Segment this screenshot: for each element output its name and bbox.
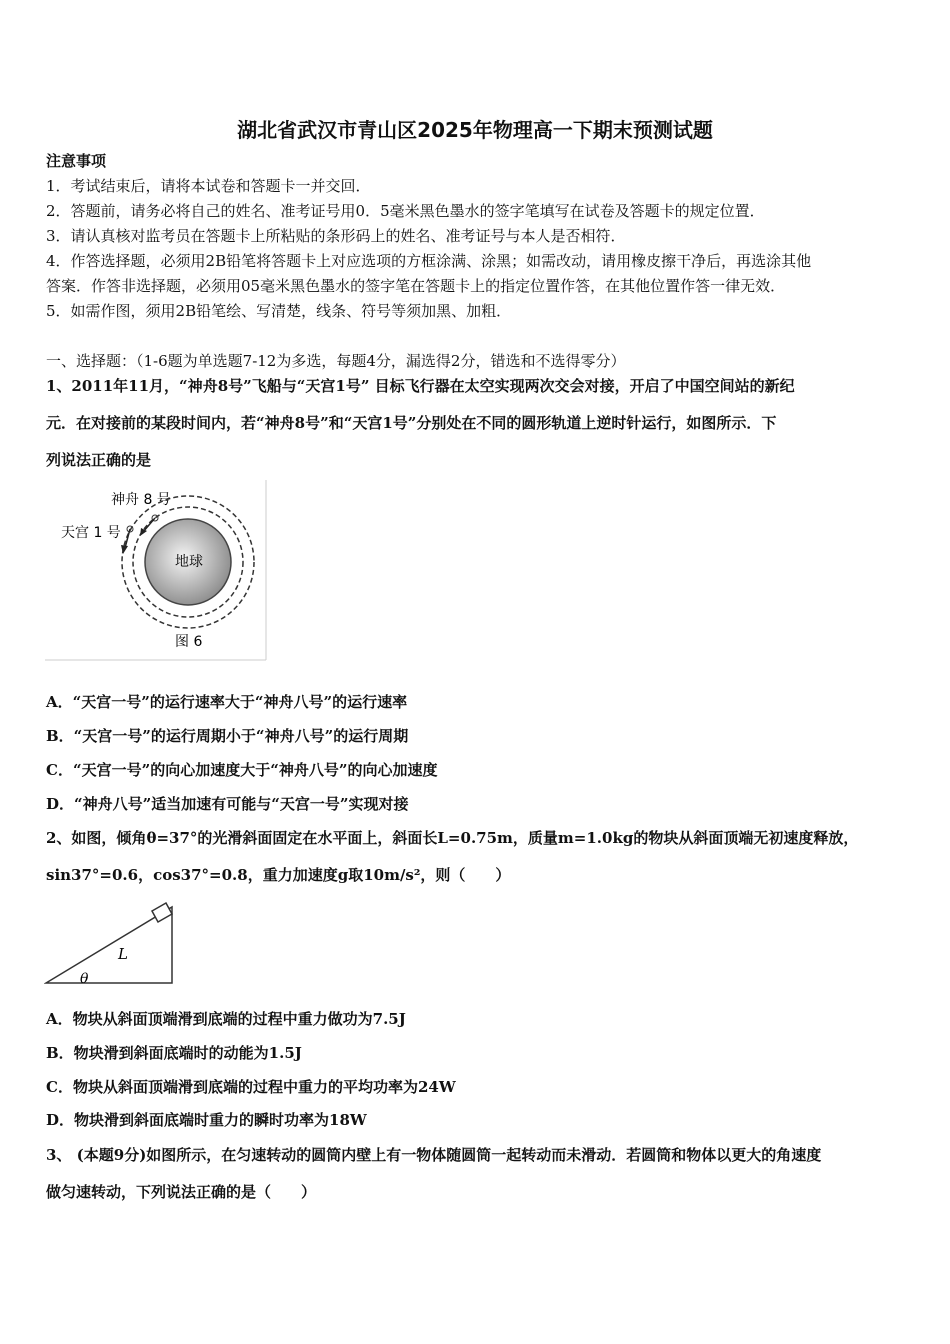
label-shenzhou: 神舟 8 号 bbox=[111, 492, 171, 508]
q2-stem: sin37°=0.6，cos37°=0.8，重力加速度g取10m/s²，则（ ） bbox=[46, 866, 511, 884]
figure-caption: 图 6 bbox=[175, 634, 203, 650]
section-heading: 一、选择题：（1-6题为单选题7-12为多选，每题4分，漏选得2分，错选和不选得零分） bbox=[46, 352, 626, 370]
q2-option-a: A．物块从斜面顶端滑到底端的过程中重力做功为7.5J bbox=[46, 1010, 406, 1028]
label-length: L bbox=[118, 945, 128, 963]
notice-item: 2．答题前，请务必将自己的姓名、准考证号用0．5毫米黑色墨水的签字笔填写在试卷及答题卡的规定位置． bbox=[46, 202, 765, 220]
notice-item: 3．请认真核对监考员在答题卡上所粘贴的条形码上的姓名、准考证号与本人是否相符． bbox=[46, 227, 626, 245]
incline-figure bbox=[44, 895, 179, 990]
q1-option-c: C．“天宫一号”的向心加速度大于“神舟八号”的向心加速度 bbox=[46, 761, 438, 779]
notice-item: 5．如需作图，须用2B铅笔绘、写清楚，线条、符号等须加黑、加粗． bbox=[46, 302, 512, 320]
q1-stem: 列说法正确的是 bbox=[46, 451, 152, 469]
q3-stem: 3、 (本题9分)如图所示，在匀速转动的圆筒内壁上有一物体随圆筒一起转动而未滑动．若圆筒和物体以更大的角速度 bbox=[46, 1146, 822, 1164]
page-title: 湖北省武汉市青山区2025年物理高一下期末预测试题 bbox=[237, 118, 713, 142]
label-tiangong: 天宫 1 号 bbox=[61, 525, 121, 541]
incline bbox=[46, 907, 172, 983]
q2-stem: 2、如图，倾角θ=37°的光滑斜面固定在水平面上，斜面长L=0.75m，质量m=1.0kg的物块从斜面顶端无初速度释放， bbox=[46, 829, 859, 847]
q1-stem: 1、2011年11月，“神舟8号”飞船与“天宫1号” 目标飞行器在太空实现两次交会对接，开启了中国空间站的新纪 bbox=[46, 377, 795, 395]
notice-item: 4．作答选择题，必须用2B铅笔将答题卡上对应选项的方框涂满、涂黑；如需改动，请用橡皮擦干净后，再选涂其他 bbox=[46, 252, 812, 270]
q2-option-b: B．物块滑到斜面底端时的动能为1.5J bbox=[46, 1044, 302, 1062]
notice-item: 1．考试结束后，请将本试卷和答题卡一并交回． bbox=[46, 177, 371, 195]
q1-option-a: A．“天宫一号”的运行速率大于“神舟八号”的运行速率 bbox=[46, 693, 408, 711]
notice-item: 答案．作答非选择题，必须用05毫米黑色墨水的签字笔在答题卡上的指定位置作答，在其他位置作答一律无效． bbox=[46, 277, 786, 295]
notice-heading: 注意事项 bbox=[46, 152, 107, 170]
q1-option-b: B．“天宫一号”的运行周期小于“神舟八号”的运行周期 bbox=[46, 727, 409, 745]
label-earth: 地球 bbox=[175, 554, 203, 570]
q1-stem: 元．在对接前的某段时间内，若“神舟8号”和“天宫1号”分别处在不同的圆形轨道上逆时针运行，如图所示．下 bbox=[46, 414, 777, 432]
label-angle: θ bbox=[80, 971, 89, 987]
q3-stem: 做匀速转动，下列说法正确的是（ ） bbox=[46, 1183, 317, 1201]
block bbox=[152, 903, 172, 922]
q2-option-d: D．物块滑到斜面底端时重力的瞬时功率为18W bbox=[46, 1111, 367, 1129]
q1-option-d: D．“神舟八号”适当加速有可能与“天宫一号”实现对接 bbox=[46, 795, 409, 813]
q2-option-c: C．物块从斜面顶端滑到底端的过程中重力的平均功率为24W bbox=[46, 1078, 456, 1096]
orbit-figure bbox=[45, 480, 270, 665]
